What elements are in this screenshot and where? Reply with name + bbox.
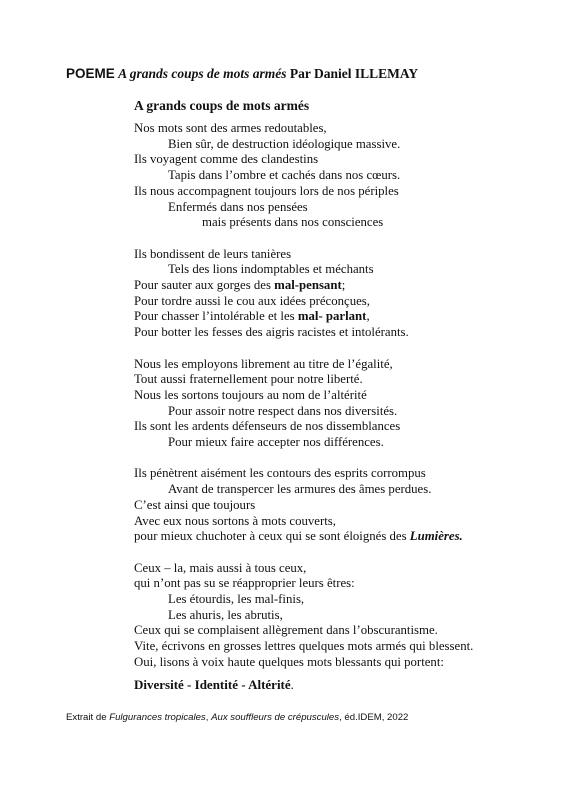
line-text: Pour mieux faire accepter nos différences. — [168, 435, 384, 450]
header-author: Par Daniel ILLEMAY — [289, 66, 419, 81]
line-text: Pour tordre aussi le cou aux idées préconçues, — [134, 293, 370, 308]
line-text: , — [366, 309, 370, 324]
poem-line — [134, 184, 473, 200]
poem-line — [134, 639, 473, 655]
stanza — [134, 561, 473, 671]
page-header — [66, 66, 418, 82]
poem-line — [134, 357, 473, 373]
line-text: mal-pensant — [274, 278, 342, 293]
stanza — [134, 247, 473, 341]
poem-line — [134, 529, 473, 545]
line-text: Ils sont les ardents défenseurs de nos dissemblances — [134, 419, 401, 434]
poem-line — [134, 137, 473, 153]
poem-line — [134, 200, 473, 216]
line-text: Ils nous accompagnent toujours lors de nos périples — [134, 183, 399, 198]
poem-line — [134, 121, 473, 137]
line-text: Ils pénètrent aisément les contours des esprits corrompus — [134, 466, 426, 481]
stanza — [134, 466, 473, 545]
poem-line — [134, 168, 473, 184]
line-text: Pour chasser l’intolérable et les — [134, 309, 298, 324]
line-text: Avant de transpercer les armures des âmes perdues. — [168, 482, 432, 497]
line-text: Pour botter les fesses des aigris racistes et intolérants. — [134, 325, 409, 340]
closing-words: Diversité - Identité - Altérité — [134, 677, 291, 692]
poem-line — [134, 404, 473, 420]
source-footer — [66, 712, 408, 723]
poem-line — [134, 592, 473, 608]
stanza — [134, 357, 473, 451]
line-text: Enfermés dans nos pensées — [168, 199, 308, 214]
poem-title: A grands coups de mots armés — [134, 98, 310, 113]
line-text: Ils voyagent comme des clandestins — [134, 152, 319, 167]
poem-line — [134, 262, 473, 278]
line-text: Avec eux nous sortons à mots couverts, — [134, 513, 336, 528]
poem-line — [134, 482, 473, 498]
line-text: Nous les employons librement au titre de l’égalité, — [134, 356, 393, 371]
closing-end: . — [290, 677, 294, 692]
line-text: mal- parlant — [297, 309, 367, 324]
line-text: Les ahuris, les abrutis, — [168, 607, 283, 622]
line-text: Nous les sortons toujours au nom de l’altérité — [134, 387, 367, 402]
line-text: C’est ainsi que toujours — [134, 497, 256, 512]
poem-line — [134, 388, 473, 404]
line-text: Les étourdis, les mal-finis, — [168, 592, 305, 607]
line-text: Ils bondissent de leurs tanières — [134, 246, 292, 261]
line-text: Pour assoir notre respect dans nos diversités. — [168, 403, 398, 418]
poem-line — [134, 419, 473, 435]
line-text: Ceux qui se complaisent allègrement dans l’obscurantisme. — [134, 623, 438, 638]
line-text: Bien sûr, de destruction idéologique massive. — [168, 136, 401, 151]
poem-line — [134, 655, 473, 671]
line-text: Vite, écrivons en grosses lettres quelques mots armés qui blessent. — [134, 639, 474, 654]
poem-line — [134, 576, 473, 592]
poem-line — [134, 372, 473, 388]
line-text: Nos mots sont des armes redoutables, — [134, 121, 327, 135]
footer-collection: Aux souffleurs de crépuscules — [211, 712, 340, 723]
header-label: POEME — [66, 66, 115, 81]
poem-line — [134, 466, 473, 482]
line-text: Tout aussi fraternellement pour notre liberté. — [134, 372, 363, 387]
poem-line — [134, 514, 473, 530]
poem-line — [134, 608, 473, 624]
poem-line — [134, 325, 473, 341]
line-text: Lumières. — [409, 529, 463, 544]
line-text: Pour sauter aux gorges des — [134, 278, 275, 293]
footer-prefix: Extrait de — [66, 712, 110, 723]
header-title: A grands coups de mots armés — [118, 66, 287, 81]
line-text: Ceux – la, mais aussi à tous ceux, — [134, 560, 307, 575]
stanza — [134, 121, 473, 231]
line-text: pour mieux chuchoter à ceux qui se sont éloignés des — [134, 529, 410, 544]
line-text: qui n’ont pas su se réapproprier leurs êtres: — [134, 576, 355, 591]
closing-line — [134, 677, 294, 693]
poem-line — [134, 294, 473, 310]
poem-line — [134, 215, 473, 231]
line-text: Oui, lisons à voix haute quelques mots blessants qui portent: — [134, 654, 444, 669]
poem-line — [134, 247, 473, 263]
poem-line — [134, 498, 473, 514]
footer-book: Fulgurances tropicales — [109, 712, 206, 723]
poem-line — [134, 278, 473, 294]
poem-line — [134, 435, 473, 451]
footer-suffix: , éd.IDEM, 2022 — [339, 712, 409, 723]
line-text: Tapis dans l’ombre et cachés dans nos cœurs. — [168, 168, 401, 183]
poem-line — [134, 152, 473, 168]
poem-line — [134, 309, 473, 325]
line-text: ; — [341, 278, 346, 293]
poem-line — [134, 561, 473, 577]
line-text: mais présents dans nos consciences — [202, 215, 384, 230]
poem-line — [134, 623, 473, 639]
footer-sep: , — [205, 712, 212, 723]
line-text: Tels des lions indomptables et méchants — [168, 262, 374, 277]
poem-body — [134, 121, 473, 686]
